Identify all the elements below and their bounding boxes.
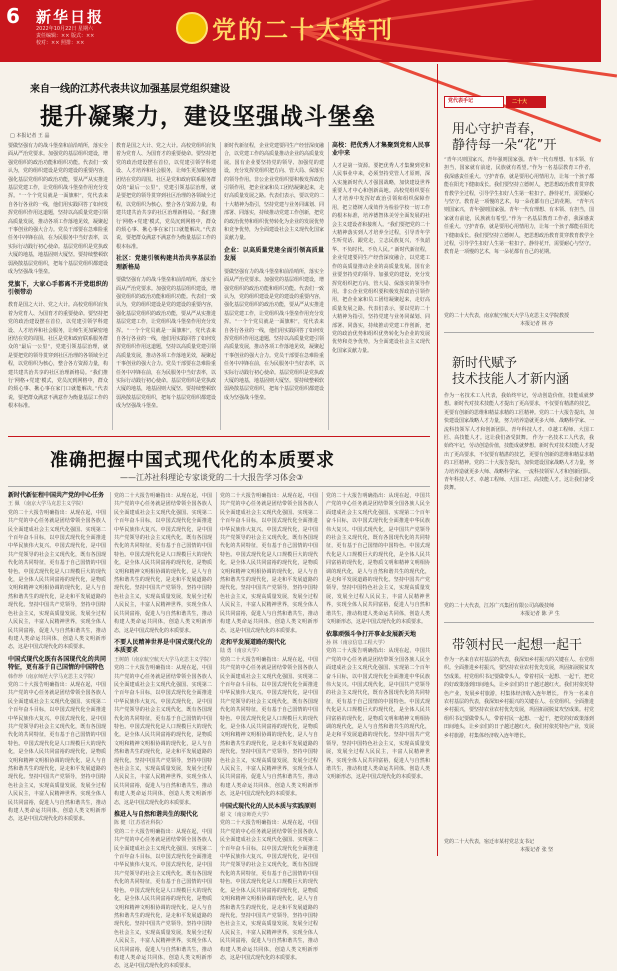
- article1-column-4: 高校：把优秀人才集聚到党和人民事业中来 人才是第一资源。要把优秀人才集聚到党和人民事业中来，必须坚持党管人才原则，深入实施新时代人才强国战略，加快建设世界重要人才中心和创新高地。高校党组织要在人才培养中发挥好政治引领和组织保障作用，把立德树人成效作为检验学校一切工作的根本标准，培养德智体美劳全面发展的社会主义建设者和接班人。“我们要把党的二十大精神落实到人才培养全过程，引导青年学生听党话、跟党走，立志民族复兴，不负韶华、不负时代、不负人民。” 新时代新征程，企业党建要同生产经营深度融合，以党建工作的高质量推动企业的高质量发展。国有企业要坚持党的领导、加强党的建设，充分发挥党组织把方向、管大局、保落实的领导作用。非公企业党组织要积极发挥政治引领作用，把企业家和员工团结凝聚起来，走好高质量发展之路。代表们表示，要以党的二十大精神为指引，坚持党建与业务同谋划、同部署、同落实，持续推动党建工作创新，把党的政治优势和组织优势转化为企业的发展优势和竞争优势，为全面建设社会主义现代化国家贡献力量。: [332, 142, 430, 354]
- section-title-2: 中国式现代化既有各国现代化的共同特征，更有基于自己国情的中国特色: [8, 655, 106, 672]
- section-author-3: 王树荫（南京航空航天大学马克思主义学院）: [114, 656, 215, 663]
- sidebar-item2-title-line1: 新时代赋予: [452, 356, 518, 371]
- section-author-7: 谢 文（南京师范大学）: [220, 812, 272, 819]
- article2-column-4: 党的二十大报告明确指出：从现在起，中国共产党的中心任务就是团结带领全国各族人民全面建成社会主义现代化强国、实现第二个百年奋斗目标，以中国式现代化全面推进中华民族伟大复兴。中国式现代化，是中国共产党领导的社会主义现代化，既有各国现代化的共同特征，更有基于自己国情的中国特色。中国式现代化是人口规模巨大的现代化，是全体人民共同富裕的现代化，是物质文明和精神文明相协调的现代化，是人与自然和谐共生的现代化，是走和平发展道路的现代化。坚持中国共产党领导，坚持中国特色社会主义，实现高质量发展，发展全过程人民民主，丰富人民精神世界，实现全体人民共同富裕，促进人与自然和谐共生，推动构建人类命运共同体，创造人类文明新形态，这是中国式现代化的本质要求。 依靠顽强斗争打开事业发展新天地 孙 林（南京信息工程大学） 党的二十大报告明确指出：从现在起，中国共产党的中心任务就是团结带领全国各族人民全面建成社会主义现代化强国、实现第二个百年奋斗目标，以中国式现代化全面推进中华民族伟大复兴。中国式现代化，是中国共产党领导的社会主义现代化，既有各国现代化的共同特征，更有基于自己国情的中国特色。中国式现代化是人口规模巨大的现代化，是全体人民共同富裕的现代化，是物质文明和精神文明相协调的现代化，是人与自然和谐共生的现代化，是走和平发展道路的现代化。坚持中国共产党领导，坚持中国特色社会主义，实现高质量发展，发展全过程人民民主，丰富人民精神世界，实现全体人民共同富裕，促进人与自然和谐共生，推动构建人类命运共同体，创造人类文明新形态，这是中国式现代化的本质要求。: [326, 493, 430, 781]
- page-number: 6: [6, 4, 20, 28]
- section-title-5: 走和平发展道路的现代化: [220, 638, 287, 646]
- article2-column-2: 党的二十大报告明确指出：从现在起，中国共产党的中心任务就是团结带领全国各族人民全面建成社会主义现代化强国、实现第二个百年奋斗目标，以中国式现代化全面推进中华民族伟大复兴。中国式现代化，是中国共产党领导的社会主义现代化，既有各国现代化的共同特征，更有基于自己国情的中国特色。中国式现代化是人口规模巨大的现代化，是全体人民共同富裕的现代化，是物质文明和精神文明相协调的现代化，是人与自然和谐共生的现代化，是走和平发展道路的现代化。坚持中国共产党领导，坚持中国特色社会主义，实现高质量发展，发展全过程人民民主，丰富人民精神世界，实现全体人民共同富裕，促进人与自然和谐共生，推动构建人类命运共同体，创造人类文明新形态，这是中国式现代化的本质要求。 不要人民精神世界是中国式现代化的本质要求 王树荫（南京航空航天大学马克思主义学院） 党的二十大报告明确指出：从现在起，中国共产党的中心任务就是团结带领全国各族人民全面建成社会主义现代化强国、实现第二个百年奋斗目标，以中国式现代化全面推进中华民族伟大复兴。中国式现代化，是中国共产党领导的社会主义现代化，既有各国现代化的共同特征，更有基于自己国情的中国特色。中国式现代化是人口规模巨大的现代化，是全体人民共同富裕的现代化，是物质文明和精神文明相协调的现代化，是人与自然和谐共生的现代化，是走和平发展道路的现代化。坚持中国共产党领导，坚持中国特色社会主义，实现高质量发展，发展全过程人民民主，丰富人民精神世界，实现全体人民共同富裕，促进人与自然和谐共生，推动构建人类命运共同体，创造人类文明新形态，这是中国式现代化的本质要求。 推进人与自然和谐共生的现代化 陈 健（江苏省社科院） 党的二十大报告明确指出：从现在起，中国共产党的中心任务就是团结带领全国各族人民全面建成社会主义现代化强国、实现第二个百年奋斗目标，以中国式现代化全面推进中华民族伟大复兴。中国式现代化，是中国共产党领导的社会主义现代化，既有各国现代化的共同特征，更有基于自己国情的中国特色。中国式现代化是人口规模巨大的现代化，是全体人民共同富裕的现代化，是物质文明和精神文明相协调的现代化，是人与自然和谐共生的现代化，是走和平发展道路的现代化。坚持中国共产党领导，坚持中国特色社会主义，实现高质量发展，发展全过程人民民主，丰富人民精神世界，实现全体人民共同富裕，促进人与自然和谐共生，推动构建人类命运共同体，创造人类文明新形态，这是中国式现代化的本质要求。: [114, 493, 215, 970]
- section-author-6: 孙 林（南京信息工程大学）: [326, 639, 388, 646]
- sidebar-tag-2: 二十大: [512, 99, 528, 105]
- section-title-7: 中国式现代化的人民本质与实践原则: [220, 802, 317, 810]
- article1-subhead-2: 社区：党建引领构建共治共享基层治理新格局: [116, 255, 216, 271]
- special-edition-title: 党的二十大特刊: [212, 16, 394, 44]
- section-title-3: 不要人民精神世界是中国式现代化的本质要求: [114, 638, 212, 655]
- article2-subtitle: ——江苏社科理论专家谈党的二十大报告学习体会③: [120, 473, 304, 482]
- sidebar-item3-byline: 本报记者 张 坚: [520, 847, 554, 853]
- article1-subhead-1: 党旗下，大家心手都离不开党组织的引领带动: [8, 280, 108, 296]
- party-emblem-icon: [176, 12, 208, 44]
- article1-column-2: 教育是国之大计、党之大计。高校党组织肩负着为党育人、为国育才的重要使命。要坚持把党的政治建设摆在首位，以党建引领学科建设、人才培养和社会服务，让师生更加紧密地团结在党的周围。社区是党和政府联系服务群众的“最后一公里”，党建引领基层治理，就是要把党的领导贯穿到社区治理的各领域全过程，以党组织为核心，整合各方资源力量，构建共建共治共享的社区治理新格局。“我们推行‘网格+党建’模式，党员沉到网格中，群众的烦心事、揪心事在家门口就能解决。”代表说，要把群众满意不满意作为衡量基层工作的根本标准。 社区：党建引领构建共治共享基层治理新格局 要做坚强有力的战斗堡垒和前沿哨所，落实全面从严治党要求。加强党的基层组织建设，增强党组织的政治功能和组织功能。代表们一致认为，党的组织建设是党的建设的重要内容，强化基层党组织的政治功能，要从严从实推进基层党建工作，让党组织战斗堡垒作用充分发挥。“一个个党员就是一面旗帜”，党代表来自各行各业的一线，他们用实践回答了如何发挥党组织作用这道题，坚持以高质量党建引领高质量发展，推动各项工作落地见效，凝聚起干事创业的强大合力。党员干部要在急难险重任务中冲锋在前，在为民服务中当好表率，以实际行动践行初心使命。基层党组织是党执政大厦的地基，地基固则大厦坚。要持续整顿软弱涣散基层党组织，把每个基层党组织都建设成为坚强战斗堡垒。: [116, 143, 217, 410]
- sidebar-item1-body: “青年兴则国家兴，青年强则国家强。青年一代有理想、有本领、有担当，国家就有前途，民族就有希望。”作为一名基层教育工作者，我深感责任重大。守护青春，就是要用心用情用力，让每一个孩子都能在阳光下健康成长。我们要坚持立德树人，把思想政治教育贯穿教育教学全过程，引导学生扣好人生第一粒扣子。静待花开，需要耐心与坚守。教育是一项慢的艺术，每一朵花都有自己的花期。 “青年兴则国家兴，青年强则国家强。青年一代有理想、有本领、有担当，国家就有前途，民族就有希望。”作为一名基层教育工作者，我深感责任重大。守护青春，就是要用心用情用力，让每一个孩子都能在阳光下健康成长。我们要坚持立德树人，把思想政治教育贯穿教育教学全过程，引导学生扣好人生第一粒扣子。静待花开，需要耐心与坚守。教育是一项慢的艺术，每一朵花都有自己的花期。: [444, 157, 595, 256]
- article1-kicker: 来自一线的江苏代表共议加强基层党组织建设: [30, 84, 230, 95]
- sidebar-item1-title-line1: 用心守护青春，: [452, 122, 544, 137]
- sidebar-tag-bar: [444, 96, 594, 106]
- article1-headline: 提升凝聚力，建设坚强战斗堡垒: [40, 104, 376, 130]
- sidebar-tag: 党代表手记: [448, 98, 474, 104]
- sidebar-item3-title: 带领村民一起想一起干: [452, 638, 583, 653]
- sidebar-item3-footer: 党的二十大代表，宿迁市某村党总支书记: [444, 839, 535, 845]
- section-author-5: 陆 勇（南京大学）: [220, 648, 262, 655]
- article1-column-1: 要做坚强有力的战斗堡垒和前沿哨所，落实全面从严治党要求。加强党的基层组织建设，增强党组织的政治功能和组织功能。代表们一致认为，党的组织建设是党的建设的重要内容，强化基层党组织的政治功能，要从严从实推进基层党建工作，让党组织战斗堡垒作用充分发挥。“一个个党员就是一面旗帜”，党代表来自各行各业的一线，他们用实践回答了如何发挥党组织作用这道题，坚持以高质量党建引领高质量发展，推动各项工作落地见效，凝聚起干事创业的强大合力。党员干部要在急难险重任务中冲锋在前，在为民服务中当好表率，以实际行动践行初心使命。基层党组织是党执政大厦的地基，地基固则大厦坚。要持续整顿软弱涣散基层党组织，把每个基层党组织都建设成为坚强战斗堡垒。 党旗下，大家心手都离不开党组织的引领带动 教育是国之大计、党之大计。高校党组织肩负着为党育人、为国育才的重要使命。要坚持把党的政治建设摆在首位，以党建引领学科建设、人才培养和社会服务，让师生更加紧密地团结在党的周围。社区是党和政府联系服务群众的“最后一公里”，党建引领基层治理，就是要把党的领导贯穿到社区治理的各领域全过程，以党组织为核心，整合各方资源力量，构建共建共治共享的社区治理新格局。“我们推行‘网格+党建’模式，党员沉到网格中，群众的烦心事、揪心事在家门口就能解决。”代表说，要把群众满意不满意作为衡量基层工作的根本标准。: [8, 143, 109, 410]
- sidebar-item3-body: 作为一名来自农村基层的代表，我深知乡村振兴的关键在人、在党组织。全面推进乡村振兴，要坚持农业农村优先发展，巩固拓展脱贫攻坚成果。村党组织书记要做带头人，带着村民一起想、一起干，把党的好政策落到田间地头，让乡亲们的日子越过越红火。我们村依托特色产业，发展乡村旅游，村集体经济收入连年增长。 作为一名来自农村基层的代表，我深知乡村振兴的关键在人、在党组织。全面推进乡村振兴，要坚持农业农村优先发展，巩固拓展脱贫攻坚成果。村党组织书记要做带头人，带着村民一起想、一起干，把党的好政策落到田间地头，让乡亲们的日子越过越红火。我们村依托特色产业，发展乡村旅游，村集体经济收入连年增长。: [444, 657, 595, 739]
- sidebar-item2-footer: 党的二十大代表，江苏广兴集团有限公司高级技师: [444, 603, 555, 609]
- section-author-1: 王 佩 （南京大学马克思主义学院）: [8, 501, 87, 508]
- newspaper-name: 新华日报: [36, 8, 105, 26]
- sidebar-item1-footer: 党的二十大代表，南京航空航天大学马克思主义学院教授: [444, 313, 570, 319]
- proofreader-line: 校对：×× 照排：××: [36, 40, 85, 46]
- article1-subhead-3: 企业：以高质量党建全面引领高质量发展: [224, 246, 324, 263]
- edition-date: 2022年10月22日 星期六: [36, 26, 94, 32]
- article1-byline: □ 本报记者 王 晶: [10, 133, 50, 139]
- article2-column-1: 新时代新征程中国共产党的中心任务 王 佩 （南京大学马克思主义学院） 党的二十大报告明确指出：从现在起，中国共产党的中心任务就是团结带领全国各族人民全面建成社会主义现代化强国、实现第二个百年奋斗目标，以中国式现代化全面推进中华民族伟大复兴。中国式现代化，是中国共产党领导的社会主义现代化，既有各国现代化的共同特征，更有基于自己国情的中国特色。中国式现代化是人口规模巨大的现代化，是全体人民共同富裕的现代化，是物质文明和精神文明相协调的现代化，是人与自然和谐共生的现代化，是走和平发展道路的现代化。坚持中国共产党领导，坚持中国特色社会主义，实现高质量发展，发展全过程人民民主，丰富人民精神世界，实现全体人民共同富裕，促进人与自然和谐共生，推动构建人类命运共同体，创造人类文明新形态，这是中国式现代化的本质要求。 中国式现代化既有各国现代化的共同特征，更有基于自己国情的中国特色 韩作珍（南京师范大学马克思主义学院） 党的二十大报告明确指出：从现在起，中国共产党的中心任务就是团结带领全国各族人民全面建成社会主义现代化强国、实现第二个百年奋斗目标，以中国式现代化全面推进中华民族伟大复兴。中国式现代化，是中国共产党领导的社会主义现代化，既有各国现代化的共同特征，更有基于自己国情的中国特色。中国式现代化是人口规模巨大的现代化，是全体人民共同富裕的现代化，是物质文明和精神文明相协调的现代化，是人与自然和谐共生的现代化，是走和平发展道路的现代化。坚持中国共产党领导，坚持中国特色社会主义，实现高质量发展，发展全过程人民民主，丰富人民精神世界，实现全体人民共同富裕，促进人与自然和谐共生，推动构建人类命运共同体，创造人类文明新形态，这是中国式现代化的本质要求。: [8, 492, 106, 823]
- sidebar-item2-title-line2: 技术技能人才新内涵: [452, 372, 570, 387]
- sidebar-item2-body: 作为一名技术工人代表，我始终牢记，劳动创造价值，技能成就梦想。新时代对技术技能人才提出了更高要求，不仅要有精湛的技艺，更要有创新的思维和精益求精的工匠精神。党的二十大报告提出，加快建设国家战略人才力量，努力培养造就更多大师、战略科学家、一流科技领军人才和创新团队、青年科技人才、卓越工程师、大国工匠、高技能人才。这让我们备受鼓舞。 作为一名技术工人代表，我始终牢记，劳动创造价值，技能成就梦想。新时代对技术技能人才提出了更高要求，不仅要有精湛的技艺，更要有创新的思维和精益求精的工匠精神。党的二十大报告提出，加快建设国家战略人才力量，努力培养造就更多大师、战略科学家、一流科技领军人才和创新团队、青年科技人才、卓越工程师、大国工匠、高技能人才。这让我们备受鼓舞。: [444, 393, 595, 492]
- article1-column-3: 新时代新征程，企业党建要同生产经营深度融合，以党建工作的高质量推动企业的高质量发展。国有企业要坚持党的领导、加强党的建设，充分发挥党组织把方向、管大局、保落实的领导作用。非公企业党组织要积极发挥政治引领作用，把企业家和员工团结凝聚起来，走好高质量发展之路。代表们表示，要以党的二十大精神为指引，坚持党建与业务同谋划、同部署、同落实，持续推动党建工作创新，把党的政治优势和组织优势转化为企业的发展优势和竞争优势，为全面建设社会主义现代化国家贡献力量。 企业：以高质量党建全面引领高质量发展 要做坚强有力的战斗堡垒和前沿哨所，落实全面从严治党要求。加强党的基层组织建设，增强党组织的政治功能和组织功能。代表们一致认为，党的组织建设是党的建设的重要内容，强化基层党组织的政治功能，要从严从实推进基层党建工作，让党组织战斗堡垒作用充分发挥。“一个个党员就是一面旗帜”，党代表来自各行各业的一线，他们用实践回答了如何发挥党组织作用这道题，坚持以高质量党建引领高质量发展，推动各项工作落地见效，凝聚起干事创业的强大合力。党员干部要在急难险重任务中冲锋在前，在为民服务中当好表率，以实际行动践行初心使命。基层党组织是党执政大厦的地基，地基固则大厦坚。要持续整顿软弱涣散基层党组织，把每个基层党组织都建设成为坚强战斗堡垒。: [224, 143, 325, 401]
- article1-subhead-4: 高校：把优秀人才集聚到党和人民事业中来: [332, 142, 430, 158]
- sidebar-item1-byline: 本报记者 林 亦: [520, 321, 554, 327]
- sidebar-item1-title-line2: 静待每一朵“花”开: [452, 138, 557, 153]
- article2-column-3: 党的二十大报告明确指出：从现在起，中国共产党的中心任务就是团结带领全国各族人民全面建成社会主义现代化强国、实现第二个百年奋斗目标，以中国式现代化全面推进中华民族伟大复兴。中国式现代化，是中国共产党领导的社会主义现代化，既有各国现代化的共同特征，更有基于自己国情的中国特色。中国式现代化是人口规模巨大的现代化，是全体人民共同富裕的现代化，是物质文明和精神文明相协调的现代化，是人与自然和谐共生的现代化，是走和平发展道路的现代化。坚持中国共产党领导，坚持中国特色社会主义，实现高质量发展，发展全过程人民民主，丰富人民精神世界，实现全体人民共同富裕，促进人与自然和谐共生，推动构建人类命运共同体，创造人类文明新形态，这是中国式现代化的本质要求。 走和平发展道路的现代化 陆 勇（南京大学） 党的二十大报告明确指出：从现在起，中国共产党的中心任务就是团结带领全国各族人民全面建成社会主义现代化强国、实现第二个百年奋斗目标，以中国式现代化全面推进中华民族伟大复兴。中国式现代化，是中国共产党领导的社会主义现代化，既有各国现代化的共同特征，更有基于自己国情的中国特色。中国式现代化是人口规模巨大的现代化，是全体人民共同富裕的现代化，是物质文明和精神文明相协调的现代化，是人与自然和谐共生的现代化，是走和平发展道路的现代化。坚持中国共产党领导，坚持中国特色社会主义，实现高质量发展，发展全过程人民民主，丰富人民精神世界，实现全体人民共同富裕，促进人与自然和谐共生，推动构建人类命运共同体，创造人类文明新形态，这是中国式现代化的本质要求。 中国式现代化的人民本质与实践原则 谢 文（南京师范大学） 党的二十大报告明确指出：从现在起，中国共产党的中心任务就是团结带领全国各族人民全面建成社会主义现代化强国、实现第二个百年奋斗目标，以中国式现代化全面推进中华民族伟大复兴。中国式现代化，是中国共产党领导的社会主义现代化，既有各国现代化的共同特征，更有基于自己国情的中国特色。中国式现代化是人口规模巨大的现代化，是全体人民共同富裕的现代化，是物质文明和精神文明相协调的现代化，是人与自然和谐共生的现代化，是走和平发展道路的现代化。坚持中国共产党领导，坚持中国特色社会主义，实现高质量发展，发展全过程人民民主，丰富人民精神世界，实现全体人民共同富裕，促进人与自然和谐共生，推动构建人类命运共同体，创造人类文明新形态，这是中国式现代化的本质要求。: [220, 493, 318, 961]
- sidebar-item2-byline: 本报记者 陈 尹 生: [520, 611, 560, 617]
- section-title-1: 新时代新征程中国共产党的中心任务: [8, 492, 105, 499]
- section-author-4: 陈 健（江苏省社科院）: [114, 820, 166, 827]
- editor-line: 责任编辑：×× 版式：××: [36, 33, 95, 39]
- section-title-6: 依靠顽强斗争打开事业发展新天地: [326, 630, 417, 638]
- article2-headline: 准确把握中国式现代化的本质要求: [50, 450, 335, 471]
- section-title-4: 推进人与自然和谐共生的现代化: [114, 811, 199, 819]
- section-author-2: 韩作珍（南京师范大学马克思主义学院）: [8, 673, 99, 680]
